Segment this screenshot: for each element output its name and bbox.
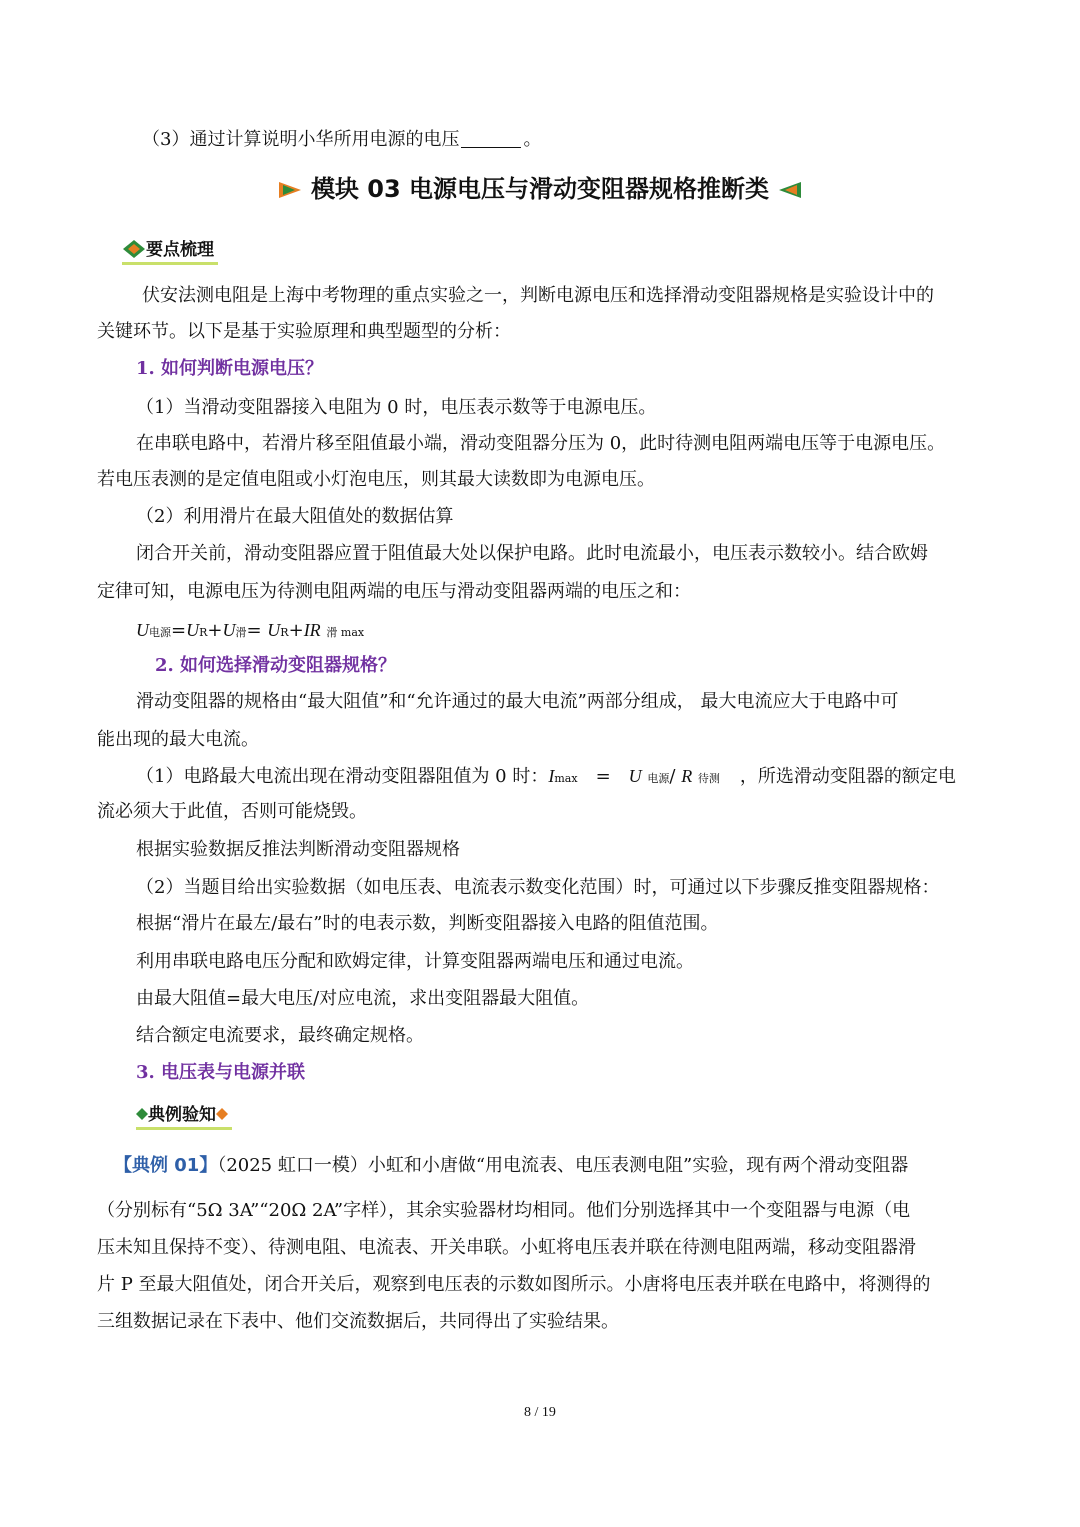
f2-sub-src: 电源 [647, 772, 670, 785]
f2-sub-test: 待测 [697, 772, 720, 785]
example-line-2: （分别标有“5Ω 3A”“20Ω 2A”字样），其余实验器材均相同。他们分别选择其中一个变阻器与电源（电 [97, 1200, 911, 1221]
para-12: （2）当题目给出实验数据（如电压表、电流表示数变化范围）时，可通过以下步骤反推变阻器规格： [136, 877, 940, 898]
f1-ur2: U [267, 620, 281, 640]
para-6: 定律可知，电源电压为待测电阻两端的电压与滑动变阻器两端的电压之和： [97, 581, 691, 602]
f1-u2: U [222, 620, 236, 640]
para-3: 若电压表测的是定值电阻或小灯泡电压，则其最大读数即为电源电压。 [97, 469, 655, 490]
diamond-small-left-icon [136, 1108, 148, 1120]
f1-plus: + [207, 620, 223, 641]
heading-2: 2. 如何选择滑动变阻器规格？ [155, 655, 397, 676]
question-3-end: 。 [523, 129, 542, 150]
module-title-text: 模块 03 电源电压与滑动变阻器规格推断类 [310, 175, 770, 203]
f1-sub-r2: R [280, 626, 289, 639]
section-examples-label: 典例验知 [148, 1105, 216, 1125]
section-key-points [122, 238, 218, 265]
para-2: 在串联电路中，若滑片移至阻值最小端，滑动变阻器分压为 0，此时待测电阻两端电压等于电源电压。 [136, 433, 946, 454]
para-11: 根据实验数据反推法判断滑动变阻器规格 [136, 839, 460, 860]
f2-u: U [628, 766, 642, 786]
example-line-5: 三组数据记录在下表中、他们交流数据后，共同得出了实验结果。 [97, 1311, 619, 1332]
left-arrow-icon [277, 180, 303, 200]
para-4: （2）利用滑片在最大阻值处的数据估算 [136, 506, 454, 527]
right-arrow-icon [777, 180, 803, 200]
page-number: 8 / 19 [524, 1405, 556, 1420]
diamond-small-right-icon [216, 1108, 228, 1120]
f2-i: I [548, 766, 555, 786]
question-3-text: （3）通过计算说明小华所用电源的电压 [142, 129, 460, 150]
diamond-icon [122, 239, 146, 259]
module-title [0, 173, 1080, 205]
para-7: 滑动变阻器的规格由“最大阻值”和“允许通过的最大电流”两部分组成， 最大电流应大于电路中可 [136, 691, 899, 712]
example-tag: 【典例 01】 [114, 1155, 218, 1176]
para-14: 利用串联电路电压分配和欧姆定律，计算变阻器两端电压和通过电流。 [136, 951, 694, 972]
f2-eq: = [595, 766, 611, 787]
question-3 [142, 128, 541, 152]
para-8: 能出现的最大电流。 [97, 729, 259, 750]
example-line-4: 片 P 至最大阻值处，闭合开关后，观察到电压表的示数如图所示。小唐将电压表并联在电路中，将测得的 [97, 1274, 931, 1295]
formula-source-voltage [136, 618, 364, 645]
section-examples [136, 1103, 232, 1130]
f1-eq: = [171, 620, 187, 641]
para-9-post: ，所选滑动变阻器的额定电 [739, 766, 956, 787]
f2-sub-max: max [554, 772, 578, 785]
para-13: 根据“滑片在最左/最右”时的电表示数，判断变阻器接入电路的阻值范围。 [136, 913, 719, 934]
f1-sub-r: R [199, 626, 208, 639]
f2-r: R [681, 766, 693, 786]
para-16: 结合额定电流要求，最终确定规格。 [136, 1025, 424, 1046]
para-5: 闭合开关前，滑动变阻器应置于阻值最大处以保护电路。此时电流最小，电压表示数较小。结合欧姆 [136, 543, 928, 564]
f2-slash: / [669, 766, 682, 787]
f1-sub-max: 滑 max [326, 626, 365, 639]
para-1: （1）当滑动变阻器接入电阻为 0 时，电压表示数等于电源电压。 [136, 397, 657, 418]
answer-blank[interactable] [461, 129, 521, 148]
para-15: 由最大阻值=最大电压/对应电流，求出变阻器最大阻值。 [136, 988, 590, 1009]
f1-plus2: + [288, 620, 304, 641]
example-line-3: 压未知且保持不变）、待测电阻、电流表、开关串联。小虹将电压表并联在待测电阻两端，移动变阻器滑 [97, 1237, 916, 1258]
f1-sub-src: 电源 [149, 626, 171, 639]
para-9 [136, 764, 956, 791]
f1-ur: U [186, 620, 200, 640]
example-text-1: （2025 虹口一模）小虹和小唐做“用电流表、电压表测电阻”实验，现有两个滑动变阻器 [217, 1155, 909, 1176]
section-key-points-label: 要点梳理 [146, 240, 214, 260]
heading-1: 1. 如何判断电源电压？ [136, 358, 324, 379]
intro-line-2: 关键环节。以下是基于实验原理和典型题型的分析： [97, 321, 511, 342]
f1-ir: IR [303, 620, 321, 640]
para-9-pre: （1）电路最大电流出现在滑动变阻器阻值为 0 时： [136, 766, 549, 787]
f1-eq2: = [246, 620, 268, 641]
heading-3: 3. 电压表与电源并联 [136, 1062, 306, 1083]
intro-line-1: 伏安法测电阻是上海中考物理的重点实验之一，判断电源电压和选择滑动变阻器规格是实验设计中的 [142, 285, 934, 306]
f1-sub-slide: 滑 [235, 626, 247, 639]
example-line-1 [114, 1154, 908, 1178]
para-10: 流必须大于此值，否则可能烧毁。 [97, 801, 367, 822]
f1-u: U [136, 620, 149, 640]
